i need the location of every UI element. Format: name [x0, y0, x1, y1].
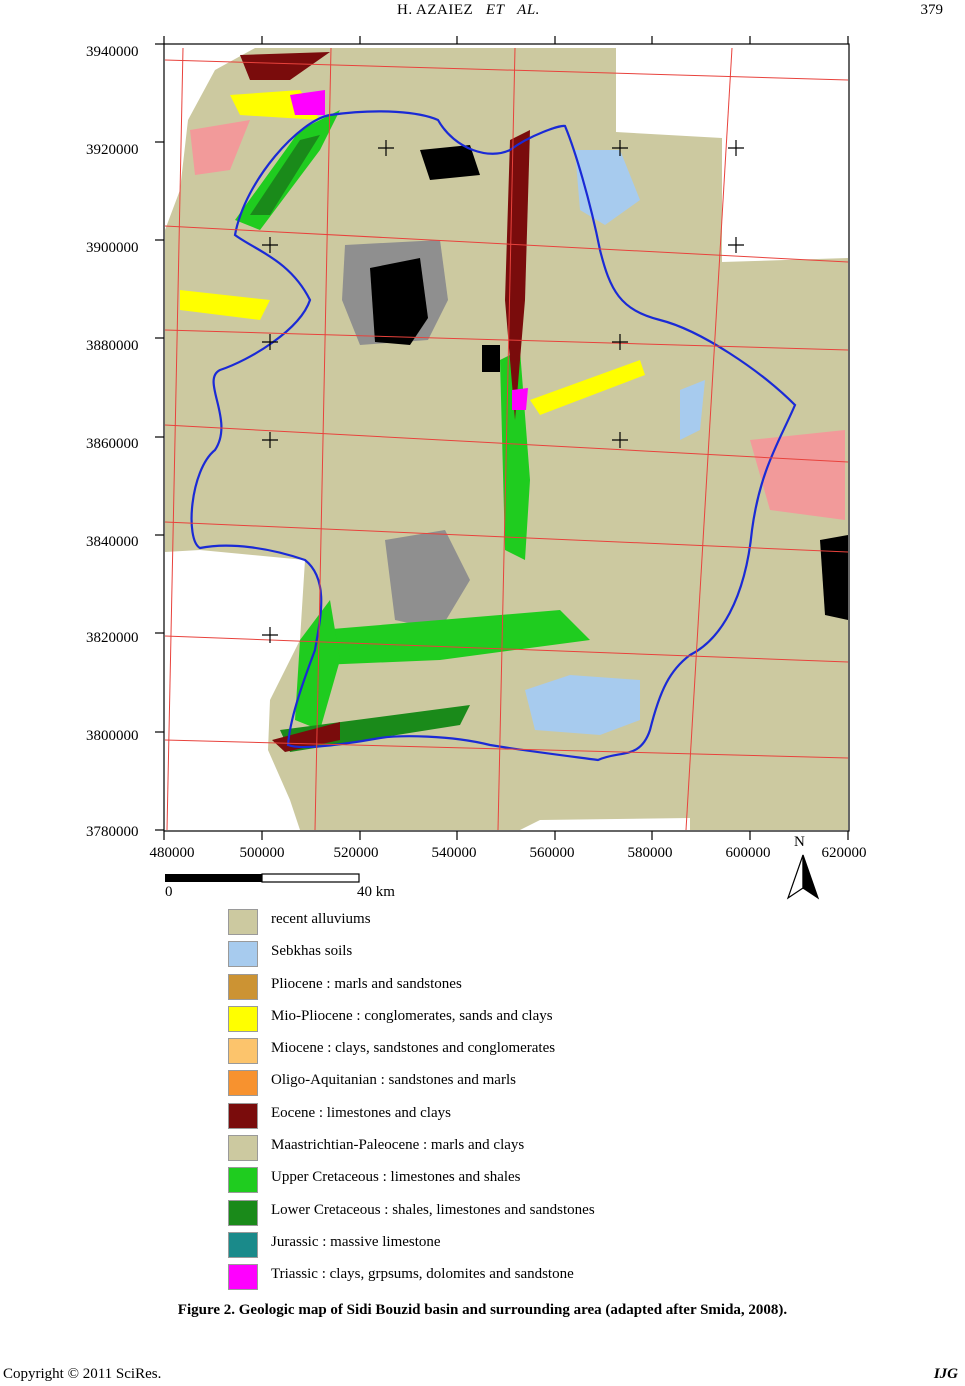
- legend-label: Triassic : clays, grpsums, dolomites and sandstone: [271, 1266, 574, 1283]
- legend-item: [228, 1229, 748, 1261]
- legend-label: Mio-Pliocene : conglomerates, sands and clays: [271, 1007, 553, 1024]
- legend-item: [228, 1003, 748, 1035]
- legend-swatch: [228, 1200, 258, 1226]
- legend-item: [228, 1197, 748, 1229]
- y-tick-label: 3800000: [86, 728, 139, 744]
- x-tick-label: 480000: [149, 845, 195, 861]
- x-tick-label: 580000: [627, 845, 673, 861]
- legend-label: Sebkhas soils: [271, 943, 353, 960]
- y-tick-label: 3880000: [86, 338, 139, 354]
- y-tick-label: 3840000: [86, 534, 139, 550]
- legend-swatch: [228, 974, 258, 1000]
- legend-item: [228, 971, 748, 1003]
- x-tick-label: 560000: [529, 845, 575, 861]
- legend-label: Upper Cretaceous : limestones and shales: [271, 1169, 521, 1186]
- legend-label: Maastrichtian-Paleocene : marls and clays: [271, 1137, 525, 1154]
- legend-swatch: [228, 1006, 258, 1032]
- y-tick-label: 3920000: [86, 142, 139, 158]
- legend-item: [228, 938, 748, 970]
- black-unit-central: [482, 345, 500, 372]
- scale-start-label: 0: [165, 884, 173, 900]
- x-tick-label: 500000: [239, 845, 285, 861]
- legend-swatch: [228, 1264, 258, 1290]
- x-tick-label: 600000: [725, 845, 771, 861]
- x-tick-label: 520000: [333, 845, 379, 861]
- legend-label: Jurassic : massive limestone: [271, 1233, 441, 1250]
- legend-swatch: [228, 1232, 258, 1258]
- legend-label: Oligo-Aquitanian : sandstones and marls: [271, 1072, 516, 1089]
- legend-item: [228, 1100, 748, 1132]
- y-tick-label: 3940000: [86, 44, 139, 60]
- legend-swatch: [228, 1167, 258, 1193]
- legend-item: [228, 1164, 748, 1196]
- legend-swatch: [228, 941, 258, 967]
- al-text: AL.: [517, 2, 540, 18]
- scale-end-label: 40 km: [357, 884, 395, 900]
- legend-label: recent alluviums: [271, 911, 371, 927]
- scale-bar: [165, 874, 359, 882]
- legend-item: [228, 1132, 748, 1164]
- triassic-center: [512, 388, 528, 410]
- legend-label: Lower Cretaceous : shales, limestones and sandstones: [271, 1201, 595, 1218]
- legend-label: Pliocene : marls and sandstones: [271, 975, 462, 992]
- map-legend: [228, 906, 748, 1294]
- legend-label: Eocene : limestones and clays: [271, 1104, 451, 1121]
- y-tick-label: 3820000: [86, 630, 139, 646]
- page-number: 379: [920, 2, 943, 18]
- journal-abbreviation: IJG: [933, 1366, 958, 1382]
- y-tick-label: 3860000: [86, 436, 139, 452]
- y-tick-label: 3780000: [86, 824, 139, 840]
- legend-swatch: [228, 1103, 258, 1129]
- legend-item: [228, 1067, 748, 1099]
- legend-label: Miocene : clays, sandstones and conglomerates: [271, 1040, 556, 1057]
- legend-item: [228, 1035, 748, 1067]
- legend-item: [228, 906, 748, 938]
- north-label: N: [794, 834, 805, 850]
- copyright-text: Copyright © 2011 SciRes.: [3, 1366, 162, 1382]
- y-tick-label: 3900000: [86, 240, 139, 256]
- legend-item: [228, 1261, 748, 1293]
- legend-swatch: [228, 1070, 258, 1096]
- et-text: ET: [485, 2, 505, 18]
- x-tick-label: 620000: [821, 845, 867, 861]
- legend-swatch: [228, 1038, 258, 1064]
- figure-caption: Figure 2. Geologic map of Sidi Bouzid basin and surrounding area (adapted after Smida, 2008).: [177, 1302, 788, 1318]
- legend-swatch: [228, 1135, 258, 1161]
- x-tick-label: 540000: [431, 845, 477, 861]
- legend-swatch: [228, 909, 258, 935]
- author-name: H. AZAIEZ: [397, 2, 474, 18]
